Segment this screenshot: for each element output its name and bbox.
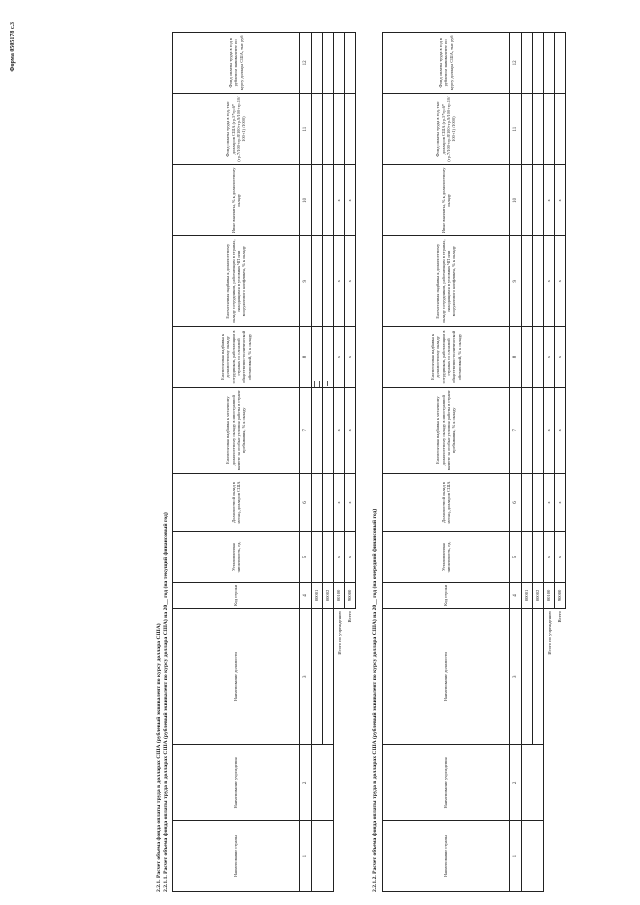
header-other-payments: Иные выплаты, % к должностному окладу [173,165,300,236]
header-headcount: Установленная численность, ед. [383,532,510,583]
data-cell[interactable] [312,165,323,236]
data-cell[interactable] [533,165,544,236]
header-institution: Наименование учреждения [173,745,300,821]
header-allowance-special: Ежемесячная надбавка к месячному должностному окладу в иностранной валюте за особые условия работы в стране пребывания, % к окладу [383,387,510,473]
col-number: 1 [300,821,312,892]
row-code: 00100 [544,582,555,608]
data-cell[interactable] [533,532,544,583]
data-cell[interactable] [544,33,555,94]
data-cell[interactable] [323,473,334,532]
data-cell[interactable] [323,33,334,94]
row-code: 00002 [533,582,544,608]
data-cell[interactable] [323,165,334,236]
row-code: 00001 [312,582,323,608]
col-number: 2 [510,745,522,821]
x-mark: x [555,532,566,583]
data-cell[interactable] [312,532,323,583]
x-mark: x [345,236,356,327]
country-cell[interactable] [312,821,334,892]
position-cell[interactable] [312,609,323,745]
data-cell[interactable] [323,93,334,165]
x-mark: x [334,327,345,388]
data-cell[interactable] [312,327,323,388]
total-label: Всего [557,611,563,623]
row-code: 00002 [323,582,334,608]
data-cell[interactable] [522,165,533,236]
table1-heading: 2.2.1.1. Расчет объема фонда оплаты труда в долларах США (рублевый эквивалент по курсу доллара США) на 20__ год (на текущий финансовый год) [163,512,169,892]
data-cell[interactable] [312,33,323,94]
x-mark: x [334,532,345,583]
data-cell[interactable] [334,33,345,94]
subtotal-row [334,33,345,892]
x-mark: x [345,532,356,583]
x-mark: x [544,473,555,532]
data-cell[interactable] [533,327,544,388]
section-heading: 2.2.1. Расчет объема фонда оплаты труда в долларах США (рублевый эквивалент по курсу доллара США) [156,623,162,892]
data-cell[interactable] [522,93,533,165]
col-number: 3 [300,609,312,745]
header-other-payments: Иные выплаты, % к должностному окладу [383,165,510,236]
data-cell[interactable] [522,387,533,473]
row-code: 90000 [555,582,566,608]
col-number: 6 [510,473,522,532]
data-cell[interactable] [522,33,533,94]
data-cell[interactable] [533,473,544,532]
col-number: 8 [300,327,312,388]
x-mark: x [334,387,345,473]
data-cell[interactable] [345,33,356,94]
column-number-row [510,33,522,892]
x-mark: x [334,473,345,532]
data-cell[interactable] [522,236,533,327]
table-current-year [172,32,356,892]
rotated-form-page [10,12,630,892]
header-row-code: Код строки [383,582,510,608]
col-number: 6 [300,473,312,532]
position-cell[interactable] [323,609,334,745]
col-number: 2 [300,745,312,821]
x-mark: x [544,327,555,388]
data-cell[interactable] [533,387,544,473]
col-number: 4 [510,582,522,608]
subtotal-label: Итого по учреждению [336,611,342,655]
data-cell[interactable] [312,93,323,165]
table-row [312,33,323,892]
x-mark: x [345,165,356,236]
x-mark: x [555,473,566,532]
x-mark: x [544,165,555,236]
country-cell[interactable] [522,821,544,892]
data-cell[interactable] [544,93,555,165]
data-cell[interactable] [522,532,533,583]
col-number: 12 [510,33,522,94]
col-number: 10 [510,165,522,236]
table-header-row [383,33,510,892]
header-allowance-emergency: Ежемесячная надбавка к должностному окладу сотрудников, работающим в странах, находящихся в условиях ЧП или вооруженного конфликта, % к окладу [173,236,300,327]
col-number: 9 [510,236,522,327]
x-mark: x [334,165,345,236]
col-number: 4 [300,582,312,608]
header-headcount: Установленная численность, ед. [173,532,300,583]
table-next-year [382,32,566,892]
header-salary: Должностной оклад в месяц, долларов США [173,473,300,532]
header-allowance-emergency: Ежемесячная надбавка к должностному окладу сотрудников, работающим в странах, находящихся в условиях ЧП или вооруженного конфликта, % к окладу [383,236,510,327]
row-code: 00001 [522,582,533,608]
col-number: 10 [300,165,312,236]
header-fund-usd: Фонд оплаты труда в год, тыс долларов США (гр.5*гр.6*(гр.7/100+гр.8/100+гр.9/100+гр.10/100+1) /1000) [173,93,300,165]
header-fund-usd: Фонд оплаты труда в год, тыс долларов США (гр.5*гр.6*(гр.7/100+гр.8/100+гр.9/100+гр.10/100+1) /1000) [383,93,510,165]
col-number: 11 [510,93,522,165]
table-row [522,33,533,892]
data-cell[interactable] [312,236,323,327]
x-mark: x [555,236,566,327]
data-cell[interactable] [323,387,334,473]
col-number: 7 [300,387,312,473]
x-mark: x [345,327,356,388]
header-allowance-special: Ежемесячная надбавка к месячному должностному окладу в иностранной валюте за особые условия работы в стране пребывания, % к окладу [173,387,300,473]
data-cell[interactable] [555,33,566,94]
x-mark: x [334,236,345,327]
header-fund-rub: Фонд оплаты труда в год в рублевом эквиваленте по курсу доллара США, тыс руб [383,33,510,94]
header-allowance-political: Ежемесячная надбавка к должностному окладу сотрудников, работающим в странах со сложной общественно-политической обстановкой, % к окладу [383,327,510,388]
x-mark: x [544,532,555,583]
institution-cell[interactable] [522,745,544,821]
data-cell[interactable] [533,93,544,165]
position-cell[interactable] [533,609,544,745]
col-number: 5 [300,532,312,583]
header-position: Наименование должности [383,609,510,745]
col-number: 8 [510,327,522,388]
subtotal-label: Итого по учреждению [546,611,552,655]
total-row [555,33,566,892]
form-code: Форма 0505178 с.3 [10,22,16,72]
col-number: 1 [510,821,522,892]
data-cell[interactable] [323,532,334,583]
x-mark: x [544,236,555,327]
data-cell[interactable] [533,33,544,94]
x-mark: x [555,327,566,388]
row-code: 00100 [334,582,345,608]
col-number: 7 [510,387,522,473]
data-cell[interactable] [522,327,533,388]
column-number-row [300,33,312,892]
total-row [345,33,356,892]
x-mark: x [544,387,555,473]
header-position: Наименование должности [173,609,300,745]
col-number: 12 [300,33,312,94]
table2-heading: 2.2.1.2. Расчет объема фонда оплаты труда в долларах США (рублевый эквивалент по курсу доллара США) на 20__ год (на очередной финансовый год) [372,508,378,892]
table-header-row [173,33,300,892]
x-mark: x [345,387,356,473]
subtotal-row [544,33,555,892]
header-allowance-political: Ежемесячная надбавка к должностному окладу сотрудников, работающим в странах со сложной общественно-политической обстановкой, % к окладу [173,327,300,388]
col-number: 9 [300,236,312,327]
header-salary: Должностной оклад в месяц, долларов США [383,473,510,532]
header-country: Наименование страны [173,821,300,892]
institution-cell[interactable] [312,745,334,821]
col-number: 5 [510,532,522,583]
data-cell[interactable] [345,93,356,165]
header-fund-rub: Фонд оплаты труда в год в рублевом эквиваленте по курсу доллара США, тыс руб [173,33,300,94]
header-row-code: Код строки [173,582,300,608]
x-mark: x [555,387,566,473]
data-cell[interactable] [312,473,323,532]
header-institution: Наименование учреждения [383,745,510,821]
data-cell[interactable] [522,473,533,532]
header-country: Наименование страны [383,821,510,892]
data-cell[interactable] [312,387,323,473]
x-mark: x [345,473,356,532]
total-label: Всего [347,611,353,623]
data-cell[interactable] [323,327,334,388]
data-cell[interactable] [323,236,334,327]
col-number: 3 [510,609,522,745]
x-mark: x [555,165,566,236]
data-cell[interactable] [334,93,345,165]
data-cell[interactable] [533,236,544,327]
position-cell[interactable] [522,609,533,745]
col-number: 11 [300,93,312,165]
data-cell[interactable] [555,93,566,165]
row-code: 90000 [345,582,356,608]
